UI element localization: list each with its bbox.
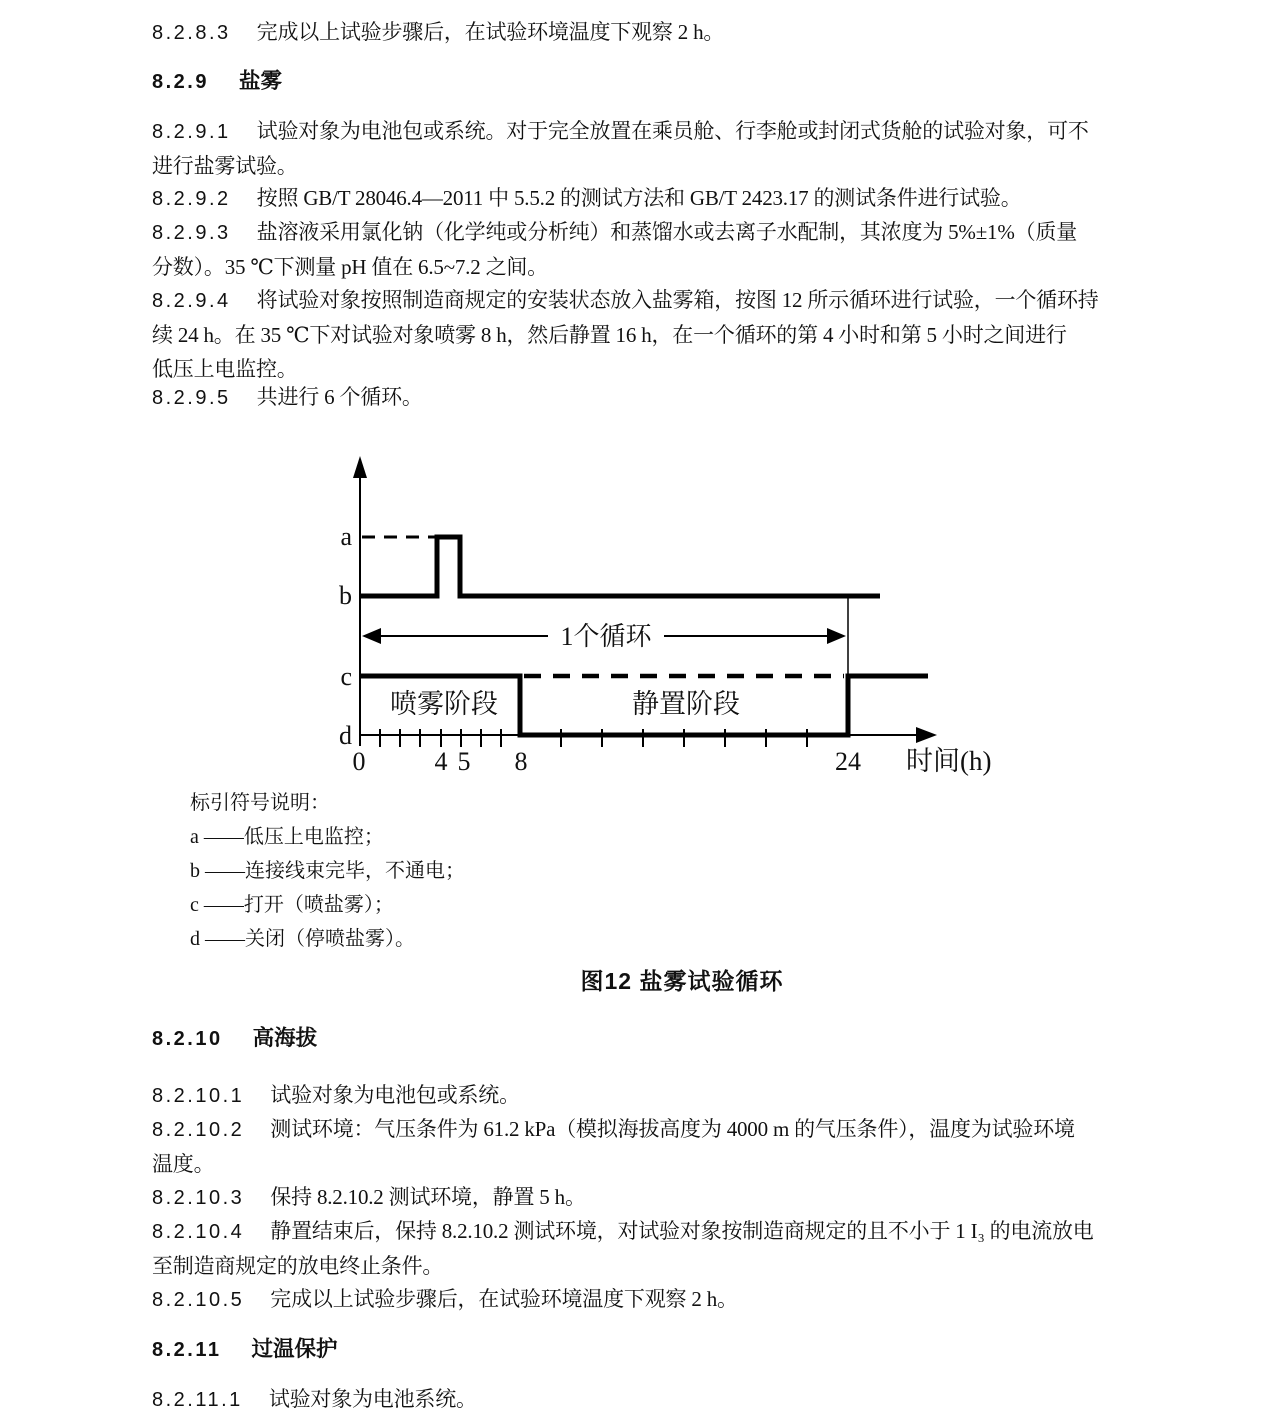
clause-8.2.11.1 — [152, 1382, 1212, 1413]
heading-line — [152, 1332, 1212, 1367]
level-label-a: a — [340, 522, 352, 551]
clause-line — [152, 283, 1212, 318]
clause-number: 8.2.11.1 — [152, 1389, 243, 1411]
salt-spray-cycle-figure — [0, 440, 1280, 790]
tick-label-4: 4 — [434, 747, 448, 776]
clause-text: 将试验对象按照制造商规定的安装状态放入盐雾箱，按图 12 所示循环进行试验，一个循环持 — [256, 288, 1099, 312]
spray-phase-label: 喷雾阶段 — [390, 689, 498, 719]
heading-line — [152, 64, 1212, 99]
clause-number: 8.2.9.5 — [152, 387, 231, 409]
x-axis-arrowhead-icon — [916, 727, 937, 743]
clause-text: 静置结束后，保持 8.2.10.2 测试环境，对试验对象按制造商规定的且不小于 1 I₃ 的电流放电 — [270, 1219, 1094, 1243]
clause-text: 测试环境：气压条件为 61.2 kPa（模拟海拔高度为 4000 m 的气压条件），温度为试验环境 — [270, 1117, 1075, 1141]
clause-8.2.10.1 — [152, 1078, 1212, 1113]
clause-8.2.9.2 — [152, 181, 1212, 216]
clause-line: 续 24 h。在 35 ℃下对试验对象喷雾 8 h，然后静置 16 h，在一个循环的第 4 小时和第 5 小时之间进行 — [152, 323, 1067, 347]
clause-8.2.9.4 — [152, 283, 1212, 386]
clause-text: 试验对象为电池包或系统。 — [270, 1083, 520, 1107]
clause-line — [152, 114, 1212, 149]
legend-item-d: d ——关闭（停喷盐雾）。 — [190, 928, 415, 950]
clause-8.2.10.3 — [152, 1180, 1212, 1215]
clause-number: 8.2.9.4 — [152, 290, 231, 312]
heading-title: 高海拔 — [252, 1026, 318, 1050]
clause-line — [152, 1214, 1212, 1249]
heading-8.2.10 — [152, 1021, 1212, 1056]
clause-line: 低压上电监控。 — [152, 357, 298, 381]
cycle-label: 1个循环 — [560, 622, 652, 651]
clause-text: 完成以上试验步骤后，在试验环境温度下观察 2 h。 — [270, 1287, 738, 1311]
clause-text: 按照 GB/T 28046.4—2011 中 5.5.2 的测试方法和 GB/T 2423.17 的测试条件进行试验。 — [256, 186, 1022, 210]
figure-caption-text: 图12 盐雾试验循环 — [580, 968, 784, 994]
heading-number: 8.2.11 — [152, 1339, 222, 1361]
clause-line — [152, 181, 1212, 216]
clause-line — [152, 380, 1212, 415]
clause-text: 盐溶液采用氯化钠（化学纯或分析纯）和蒸馏水或去离子水配制，其浓度为 5%±1%（质量 — [256, 220, 1078, 244]
y-axis-arrowhead-icon — [353, 456, 367, 478]
clause-line: 进行盐雾试验。 — [152, 154, 298, 178]
tick-label-5: 5 — [457, 747, 471, 776]
level-label-c: c — [340, 662, 352, 691]
clause-number: 8.2.10.2 — [152, 1119, 245, 1141]
clause-line — [152, 215, 1212, 250]
clause-line — [152, 1078, 1212, 1113]
clause-8.2.9.5 — [152, 380, 1212, 415]
cycle-arrow-left-head-icon — [362, 628, 381, 644]
heading-8.2.11 — [152, 1332, 1212, 1367]
level-label-b: b — [339, 581, 352, 610]
clause-number: 8.2.9.1 — [152, 121, 231, 143]
rest-phase-label: 静置阶段 — [632, 689, 740, 719]
level-label-d: d — [339, 721, 352, 750]
tick-label-8: 8 — [514, 747, 528, 776]
clause-number: 8.2.10.3 — [152, 1187, 245, 1209]
clause-line: 分数）。35 ℃下测量 pH 值在 6.5~7.2 之间。 — [152, 255, 548, 279]
clause-8.2.8.3 — [152, 15, 1212, 50]
legend-item-b: b ——连接线束完毕，不通电； — [190, 860, 465, 882]
heading-title: 盐雾 — [238, 69, 282, 93]
clause-number: 8.2.9.3 — [152, 222, 231, 244]
clause-text: 完成以上试验步骤后，在试验环境温度下观察 2 h。 — [256, 20, 725, 44]
clause-8.2.9.1 — [152, 114, 1212, 183]
clause-8.2.10.4 — [152, 1214, 1212, 1283]
tick-label-24: 24 — [835, 747, 861, 776]
figure-legend — [190, 786, 1250, 956]
clause-8.2.9.3 — [152, 215, 1212, 284]
clause-number: 8.2.8.3 — [152, 22, 231, 44]
voltage-monitor-waveform — [360, 537, 880, 596]
clause-line — [152, 1382, 1212, 1413]
clause-line: 至制造商规定的放电终止条件。 — [152, 1254, 444, 1278]
clause-text: 试验对象为电池系统。 — [268, 1387, 477, 1411]
heading-number: 8.2.10 — [152, 1028, 223, 1050]
clause-8.2.10.2 — [152, 1112, 1212, 1181]
time-axis-label: 时间(h) — [906, 746, 992, 776]
clause-line — [152, 1282, 1212, 1317]
heading-8.2.9 — [152, 64, 1212, 99]
clause-line: 温度。 — [152, 1152, 215, 1176]
tick-label-0: 0 — [352, 747, 366, 776]
clause-text: 共进行 6 个循环。 — [256, 385, 423, 409]
x-axis-ticks — [380, 729, 807, 747]
clause-number: 8.2.9.2 — [152, 188, 231, 210]
legend-item-a: a ——低压上电监控； — [190, 826, 384, 848]
clause-text: 试验对象为电池包或系统。对于完全放置在乘员舱、行李舱或封闭式货舱的试验对象，可不 — [256, 119, 1089, 143]
clause-line — [152, 1112, 1212, 1147]
figure-caption — [152, 964, 1212, 998]
clause-number: 8.2.10.1 — [152, 1085, 245, 1107]
clause-number: 8.2.10.5 — [152, 1289, 245, 1311]
clause-line — [152, 15, 1212, 50]
cycle-arrow-right-head-icon — [827, 628, 846, 644]
clause-line — [152, 1180, 1212, 1215]
legend-item-c: c ——打开（喷盐雾）； — [190, 894, 394, 916]
clause-number: 8.2.10.4 — [152, 1221, 245, 1243]
legend-title: 标引符号说明： — [190, 792, 330, 814]
clause-text: 保持 8.2.10.2 测试环境，静置 5 h。 — [270, 1185, 586, 1209]
heading-line — [152, 1021, 1212, 1056]
heading-number: 8.2.9 — [152, 71, 209, 93]
clause-8.2.10.5 — [152, 1282, 1212, 1317]
heading-title: 过温保护 — [251, 1337, 338, 1361]
